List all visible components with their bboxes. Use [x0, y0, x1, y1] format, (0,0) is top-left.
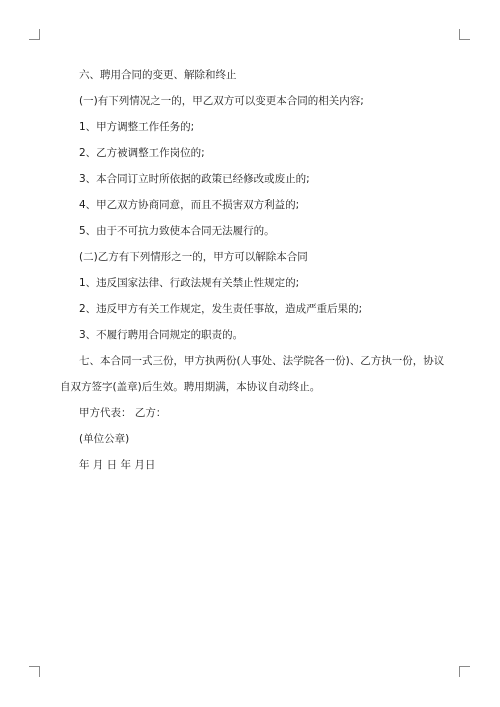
section-heading-six: 六、聘用合同的变更、解除和终止	[79, 69, 237, 81]
list-item: 2、违反甲方有关工作规定，发生责任事故，造成严重后果的;	[79, 303, 363, 315]
list-item: 3、不履行聘用合同规定的职责的。	[79, 329, 244, 341]
signature-parties: 甲方代表： 乙方：	[79, 407, 167, 419]
crop-mark-top-left	[29, 29, 40, 40]
crop-mark-bottom-left	[29, 666, 40, 677]
crop-mark-top-right	[459, 29, 470, 40]
clause-change-conditions: (一)有下列情况之一的，甲乙双方可以变更本合同的相关内容;	[79, 95, 364, 107]
list-item: 3、本合同订立时所依据的政策已经修改或废止的;	[79, 173, 310, 185]
official-seal-label: (单位公章)	[79, 433, 130, 445]
clause-termination: (二)乙方有下列情形之一的，甲方可以解除本合同	[79, 251, 308, 263]
section-seven-line-two: 自双方签字(盖章)后生效。聘用期满，本协议自动终止。	[60, 381, 321, 393]
section-seven-line-one: 七、本合同一式三份，甲方执两份(人事处、法学院各一份)、乙方执一份，协议	[79, 355, 445, 367]
list-item: 1、违反国家法律、行政法规有关禁止性规定的;	[79, 277, 300, 289]
list-item: 5、由于不可抗力致使本合同无法履行的。	[79, 225, 275, 237]
signature-dates: 年 月 日 年 月日	[79, 459, 156, 471]
list-item: 4、甲乙双方协商同意，而且不损害双方利益的;	[79, 199, 300, 211]
list-item: 2、乙方被调整工作岗位的;	[79, 147, 205, 159]
list-item: 1、甲方调整工作任务的;	[79, 121, 195, 133]
crop-mark-bottom-right	[459, 666, 470, 677]
